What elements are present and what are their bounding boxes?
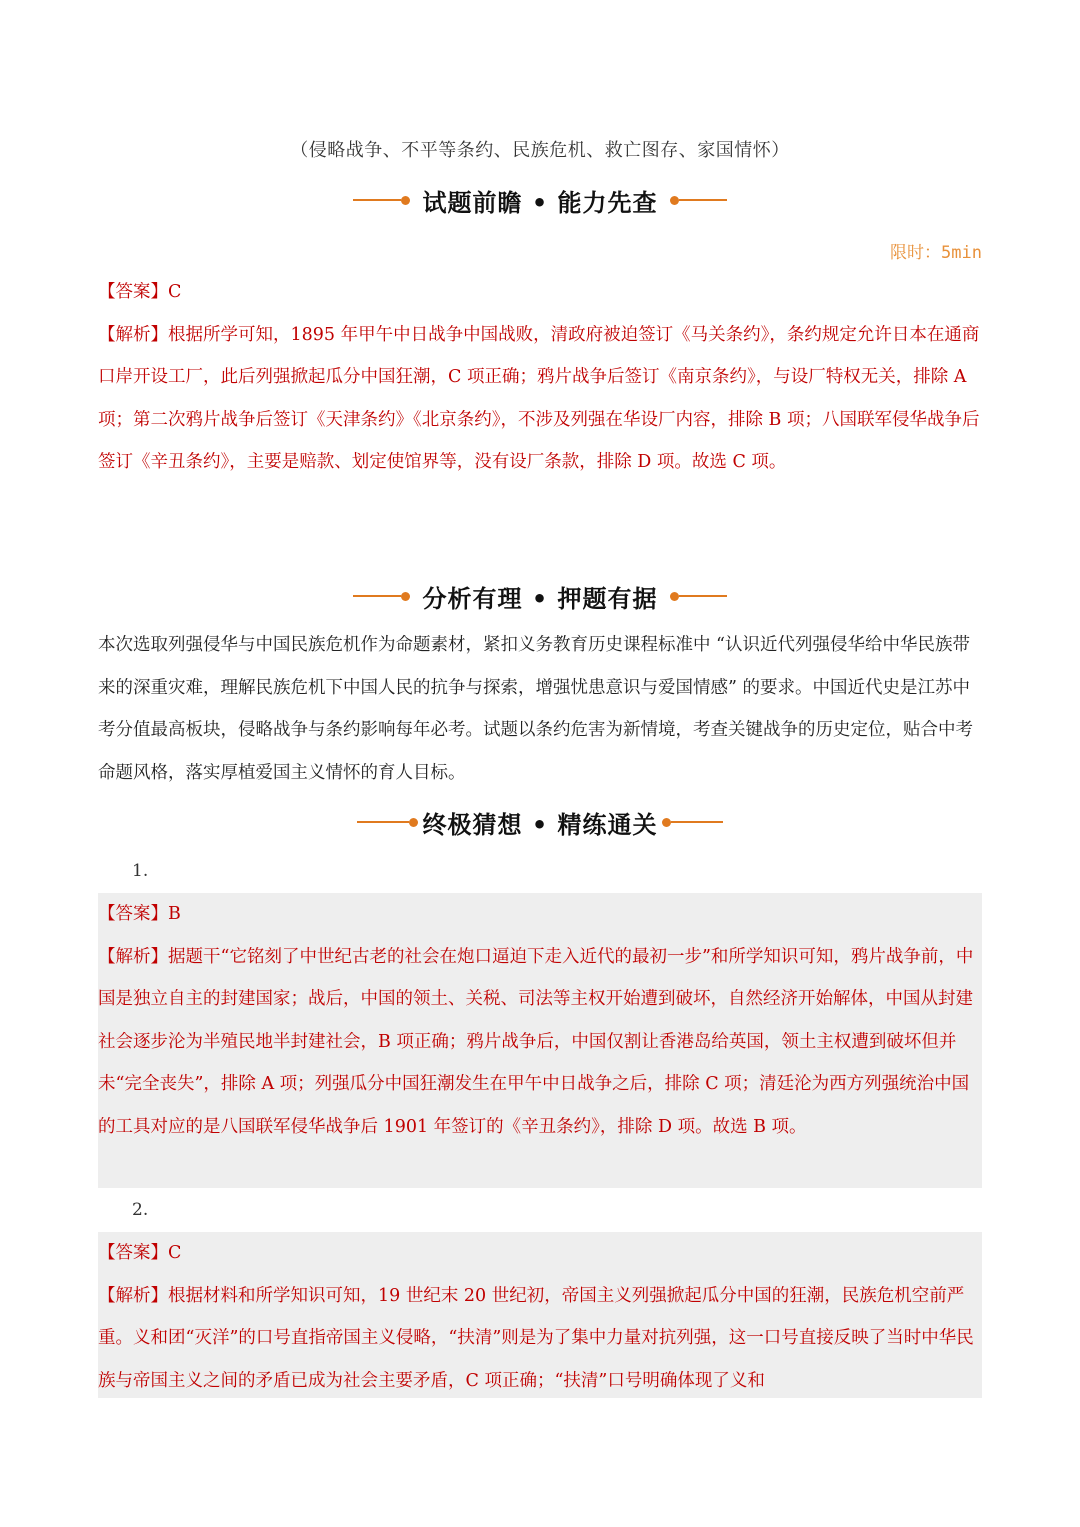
analysis-body: 根据所学可知，1895 年甲午中日战争中国战败，清政府被迫签订《马关条约》，条约规定允许日本在通商口岸开设工厂，此后列强掀起瓜分中国狂潮，C 项正确；鸦片战争后签订《南京条约》，与设厂特权无关，排除 A 项；第二次鸦片战争后签订《天津条约》《北京条约》，不涉及列强在华设厂内容，排除 B 项；八国联军侵华战争后签订《辛丑条约》，主要是赔款、划定使馆界等，没有设厂条款，排除 D 项。故选 C 项。 [98, 324, 980, 472]
section-title: 终极猜想 • 精练通关 [422, 810, 658, 839]
section-heading-preview [0, 180, 1080, 220]
heading-line-left [353, 199, 401, 201]
answer-block-q2 [98, 1232, 982, 1398]
heading-dot-left [409, 818, 418, 827]
analysis-body: 据题干“它铭刻了中世纪古老的社会在炮口逼迫下走入近代的最初一步”和所学知识可知，鸦片战争前，中国是独立自主的封建国家；战后，中国的领土、关税、司法等主权开始遭到破坏，自然经济开始解体，中国从封建社会逐步沦为半殖民地半封建社会，B 项正确；鸦片战争后，中国仅割让香港岛给英国，领土主权遭到破坏但并未“完全丧失”，排除 A 项；列强瓜分中国狂潮发生在甲午中日战争之后，排除 C 项；清廷沦为西方列强统治中国的工具对应的是八国联军侵华战争后 1901 年签订的《辛丑条约》，排除 D 项。故选 B 项。 [98, 946, 974, 1137]
analysis-rationale-paragraph: 本次选取列强侵华与中国民族危机作为命题素材，紧扣义务教育历史课程标准中 “认识近代列强侵华给中华民族带来的深重灾难，理解民族危机下中国人民的抗争与探索，增强忧患意识与爱国情感” 的要求。中国近代史是江苏中考分值最高板块，侵略战争与条约影响每年必考。试题以条约危害为新情境，考查关键战争的历史定位，贴合中考命题风格，落实厚植爱国主义情怀的育人目标。 [98, 635, 973, 783]
heading-dot-right [670, 196, 679, 205]
analysis-text [98, 1275, 982, 1399]
answer-value: C [168, 282, 182, 302]
analysis-text [98, 936, 982, 1149]
answer-line [98, 893, 982, 936]
heading-line-left [357, 821, 409, 823]
answer-line [98, 1232, 982, 1275]
answer-value: C [168, 1243, 182, 1263]
heading-line-right [671, 821, 723, 823]
section-heading-practice [0, 802, 1080, 842]
answer-value: B [168, 904, 181, 924]
analysis-tag: 【解析】 [98, 324, 168, 345]
heading-dot-left [401, 592, 410, 601]
analysis-body: 根据材料和所学知识可知，19 世纪末 20 世纪初，帝国主义列强掀起瓜分中国的狂潮，民族危机空前严重。义和团“灭洋”的口号直指帝国主义侵略，“扶清”则是为了集中力量对抗列强，这一口号直接反映了当时中华民族与帝国主义之间的矛盾已成为社会主要矛盾，C 项正确；“扶清”口号明确体现了义和 [98, 1285, 974, 1391]
analysis-tag: 【解析】 [98, 946, 168, 967]
heading-dot-right [670, 592, 679, 601]
answer-block-q1 [98, 893, 982, 1188]
heading-line-left [353, 595, 401, 597]
answer-tag: 【答案】 [98, 282, 168, 302]
answer-tag: 【答案】 [98, 904, 168, 924]
section-heading-analysis [0, 576, 1080, 616]
analysis-text [98, 314, 982, 484]
heading-dot-right [662, 818, 671, 827]
heading-line-right [679, 595, 727, 597]
section-title: 试题前瞻 • 能力先查 [422, 188, 658, 217]
answer-tag: 【答案】 [98, 1243, 168, 1263]
section-title: 分析有理 • 押题有据 [422, 584, 658, 613]
answer-block-intro [98, 271, 982, 484]
question-number: 2. [132, 1200, 149, 1220]
analysis-tag: 【解析】 [98, 1285, 168, 1306]
heading-dot-left [401, 196, 410, 205]
topic-subtitle: （侵略战争、不平等条约、民族危机、救亡图存、家国情怀） [290, 140, 790, 161]
time-limit: 限时：5min [890, 243, 982, 263]
answer-line [98, 271, 982, 314]
heading-line-right [679, 199, 727, 201]
question-number: 1. [132, 861, 149, 881]
